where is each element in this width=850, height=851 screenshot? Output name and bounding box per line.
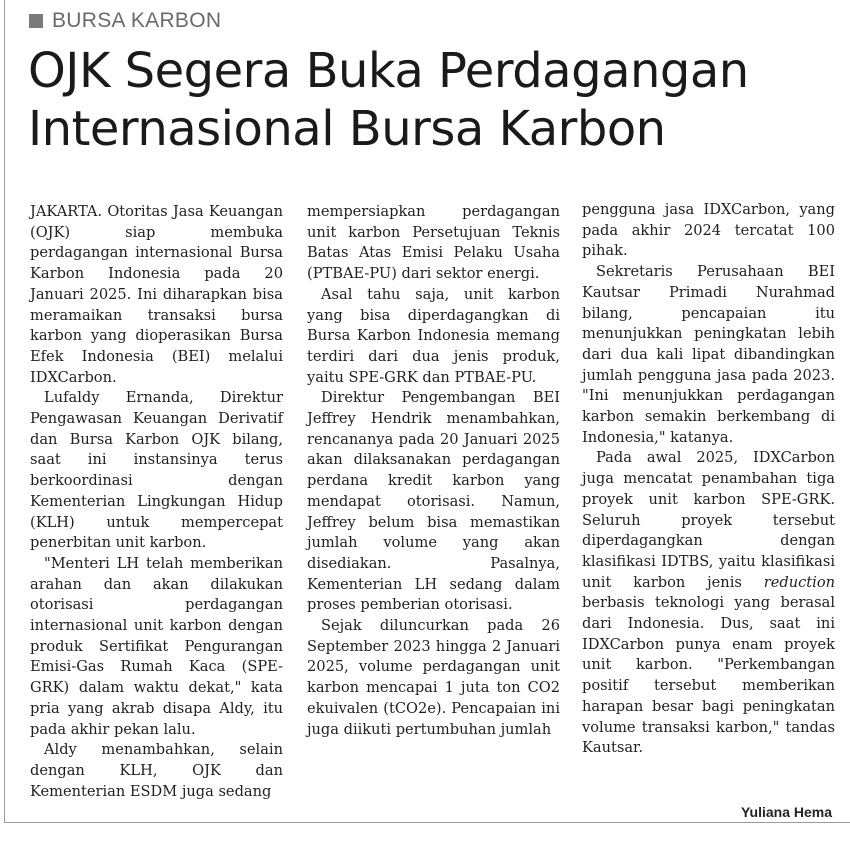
paragraph: "Menteri LH telah memberikan arahan dan akan dilakukan otorisasi perdagangan internasional unit karbon dengan produk Sertifikat Pengurangan Emisi-Gas Rumah Kaca (SPE-GRK) dalam waktu dekat," kata pria yang akrab disapa Aldy, itu pada akhir pekan lalu. (30, 554, 283, 738)
paragraph: pengguna jasa IDXCarbon, yang pada akhir 2024 tercatat 100 pihak. (582, 201, 835, 260)
paragraph: Sekretaris Perusahaan BEI Kautsar Primadi Nurahmad bilang, pencapaian itu menunjukkan peningkatan lebih dari dua kali lipat dibandingkan jumlah pengguna jasa pada 2023. "Ini menunjukkan perdagangan karbon semakin berkembang di Indonesia," katanya. (582, 263, 835, 446)
byline: Yuliana Hema (740, 804, 832, 820)
section-rubric (29, 8, 221, 34)
paragraph: Direktur Pengembangan BEI Jeffrey Hendrik menambahkan, rencananya pada 20 Januari 2025 akan dilaksanakan perdagangan perdana kredit karbon yang mendapat otorisasi. Namun, Jeffrey belum bisa memastikan jumlah volume yang akan disediakan. Pasalnya, Kementerian LH sedang dalam proses pemberian otorisasi. (307, 389, 560, 614)
article-column-3 (582, 200, 835, 759)
paragraph: Sejak diluncurkan pada 26 September 2023 hingga 2 Januari 2025, volume perdagangan unit karbon mencapai 1 juta ton CO2 ekuivalen (tCO2e). Pencapaian ini juga diikuti pertumbuhan jumlah (307, 617, 560, 738)
paragraph: mempersiapkan perdagangan unit karbon Persetujuan Teknis Batas Atas Emisi Pelaku Usaha (PTBAE-PU) dari sektor energi. (307, 203, 560, 283)
article-column-2 (307, 202, 560, 740)
paragraph: JAKARTA. Otoritas Jasa Keuangan (OJK) siap membuka perdagangan internasional Bursa Karbon Indonesia pada 20 Januari 2025. Ini diharapkan bisa meramaikan transaksi bursa karbon yang dioperasikan Bursa Efek Indonesia (BEI) melalui IDXCarbon. (30, 203, 283, 386)
paragraph: Lufaldy Ernanda, Direktur Pengawasan Keuangan Derivatif dan Bursa Karbon OJK bilang, saat ini instansinya terus berkoordinasi dengan Kementerian Lingkungan Hidup (KLH) untuk mempercepat penerbitan unit karbon. (30, 389, 283, 552)
italic-term: reduction (763, 573, 836, 591)
article-headline: OJK Segera Buka Perdagangan Internasional Bursa Karbon (28, 43, 749, 157)
bottom-border-rule (4, 822, 850, 823)
rubric-label: BURSA KARBON (52, 9, 222, 32)
paragraph: Asal tahu saja, unit karbon yang bisa diperdagangkan di Bursa Karbon Indonesia memang terdiri dari dua jenis produk, yaitu SPE-GRK dan PTBAE-PU. (307, 285, 560, 386)
paragraph: Aldy menambahkan, selain dengan KLH, OJK dan Kementerian ESDM juga sedang (30, 741, 283, 800)
article-column-1 (30, 202, 283, 802)
left-border-rule (4, 0, 5, 822)
rubric-square-icon (29, 14, 43, 28)
paragraph-text: berbasis teknologi yang berasal dari Indonesia. Dus, saat ini IDXCarbon punya enam proyek unit karbon. "Perkembangan positif tersebut memberikan harapan besar bagi peningkatan volume transaksi karbon," tandas Kautsar. (582, 594, 835, 757)
paragraph (582, 448, 835, 759)
paragraph-text: Pada awal 2025, IDXCarbon juga mencatat penambahan tiga proyek unit karbon SPE-GRK. Seluruh proyek tersebut diperdagangkan dengan klasifikasi IDTBS, yaitu klasifikasi unit karbon jenis (582, 449, 835, 591)
